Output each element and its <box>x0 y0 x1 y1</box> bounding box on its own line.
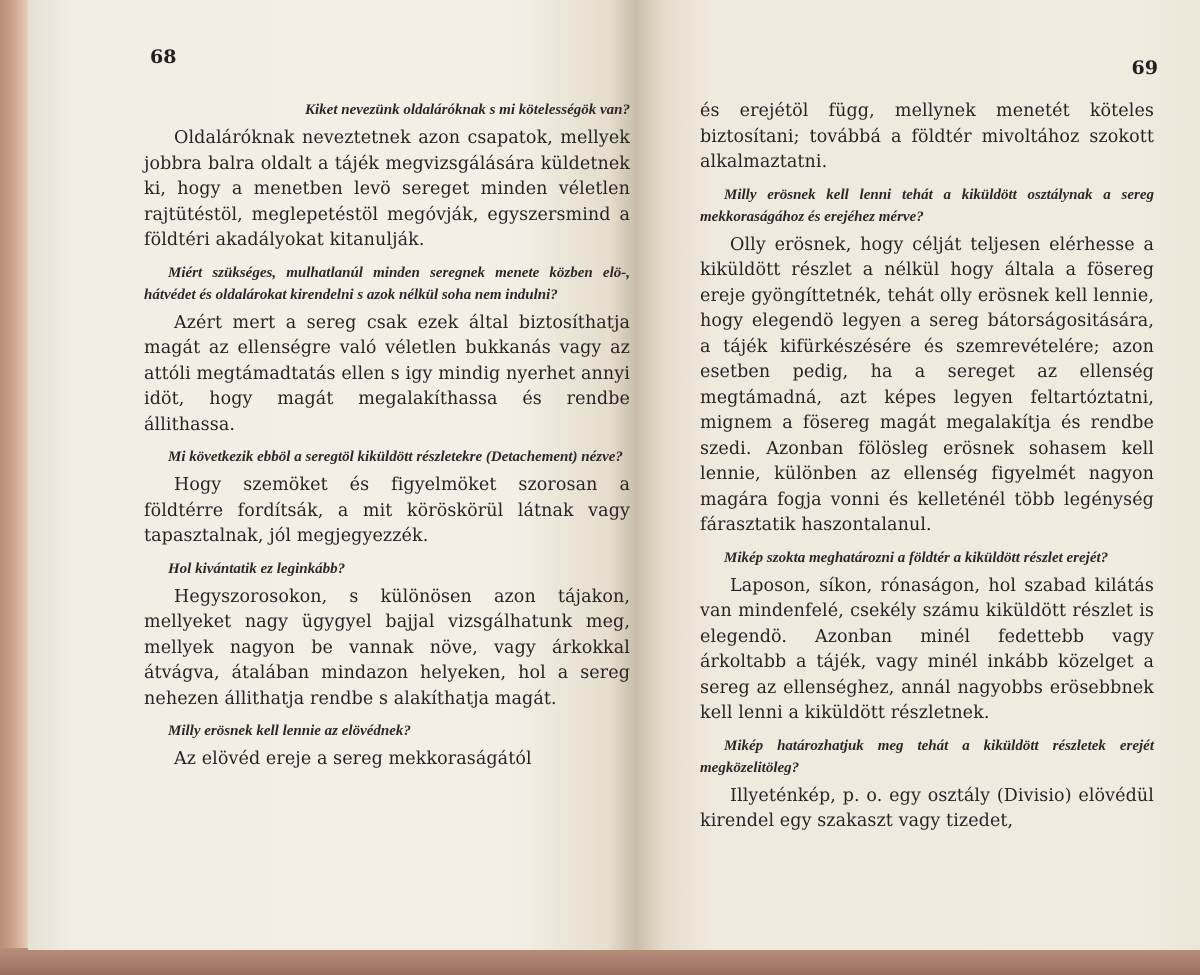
answer-paragraph: Illyeténkép, p. o. egy osztály (Divisio) elövédül kirendel egy szakaszt vagy tizedet, <box>700 785 1154 831</box>
right-page <box>634 0 1200 950</box>
question: Milly erösnek kell lenni tehát a kiküldött osztálynak a sereg mekkoraságához és erejéhez mérve? <box>700 186 1154 225</box>
question: Mikép határozhatjuk meg tehát a kiküldött részletek erejét megközelitöleg? <box>700 737 1154 776</box>
question: Miért szükséges, mulhatlanúl minden seregnek menete közben elö-, hátvédet és oldalárokat kirendelni s azok nélkül soha nem indulni? <box>144 264 630 303</box>
answer-paragraph: Olly erösnek, hogy célját teljesen elérhesse a kiküldött részlet a nélkül hogy általa a fösereg ereje gyöngíttetnék, tehát olly erösnek kell lennie, hogy elegendö legyen a sereg bátorságositására, a tájék kifürkészésére és szemrevételére; azon esetben pedig, ha a sereget az ellenség megtámadná, azt képes legyen feltartóztatni, mignem a fösereg magát megalakítja és rendbe szedi. Azonban fölösleg erösnek sohasem kell lennie, különben az ellenség figyelmét nagyon magára fogja vonni és kelleténél több legénység fárasztatik haszontalanul. <box>700 234 1154 535</box>
continuation-paragraph: és erejétöl függ, mellynek menetét köteles biztosítani; továbbá a földtér mivoltához szokott alkalmaztatni. <box>700 101 1154 172</box>
question: Kiket nevezünk oldaláróknak s mi kötelességök van? <box>304 102 630 118</box>
answer-paragraph: Hogy szemöket és figyelmöket szorosan a földtérre fordítsák, a mit köröskörül látnak vagy tapasztalnak, jól megjegyezzék. <box>144 475 630 546</box>
page-number: 68 <box>150 46 177 68</box>
question: Milly erösnek kell lennie az elövédnek? <box>168 723 411 739</box>
answer-paragraph: Hegyszorosokon, s különösen azon tájakon, mellyeket nagy ügygyel bajjal vizsgálhatunk meg, mellyek nagyon be vannak növe, vagy árkokkal átvágva, átalában mindazon helyeken, hol a sereg nehezen állithatja rendbe s alakíthatja magát. <box>144 586 630 709</box>
answer-paragraph: Oldaláróknak neveztetnek azon csapatok, mellyek jobbra balra oldalt a tájék megvizsgálására küldetnek ki, hogy a menetben levö sereget minden véletlen rajtütéstöl, meglepetéstöl megóvják, egyszersmind a földtéri akadályokat kitanulják. <box>144 128 630 250</box>
question: Mi következik ebböl a seregtöl kiküldött részletekre (Detachement) nézve? <box>168 449 623 465</box>
answer-paragraph: Azért mert a sereg csak ezek által biztosíthatja magát az ellenségre való véletlen bukkanás vagy az attóli megtámadtatás ellen s igy mindig nyerhet annyi idöt, hogy magát megalakíthassa és rendbe állithassa. <box>144 312 630 435</box>
right-page-text <box>700 99 1154 843</box>
left-page <box>28 0 634 950</box>
page-number: 69 <box>1131 57 1158 79</box>
book-cover-edge <box>0 0 28 975</box>
answer-paragraph: Laposon, síkon, rónaságon, hol szabad kilátás van mindenfelé, csekély számu kiküldött részlet is elegendö. Azonban minél fedettebb vagy árkoltabb a tájék, vagy minél inkább közelget a sereg az ellenséghez, annál nagyobbs erösebbnek kell lenni a kiküldött részletnek. <box>700 575 1154 723</box>
answer-paragraph: Az elövéd ereje a sereg mekkoraságától <box>174 749 532 769</box>
book-cover-bottom <box>0 948 1200 975</box>
left-page-text <box>144 95 630 781</box>
question: Hol kivántatik ez leginkább? <box>168 560 346 577</box>
question: Mikép szokta meghatározni a földtér a kiküldött részlet erejét? <box>724 549 1109 566</box>
